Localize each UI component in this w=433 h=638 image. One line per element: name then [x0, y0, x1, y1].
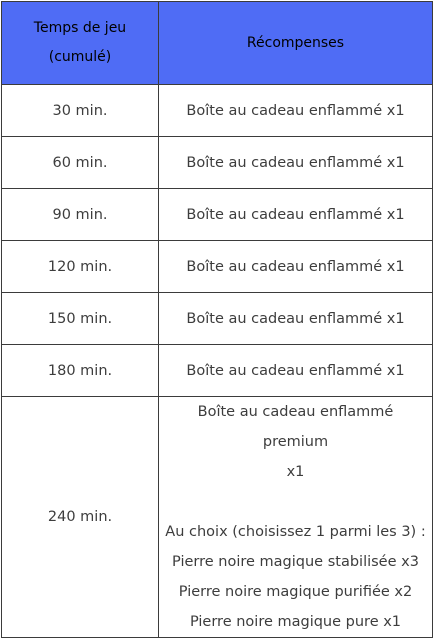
- table-row: [2, 189, 433, 241]
- time-cell: 90 min.: [2, 189, 159, 241]
- time-cell: 150 min.: [2, 293, 159, 345]
- choice-option-2: Pierre noire magique purifiée x2: [178, 584, 413, 600]
- reward-cell: Boîte au cadeau enflammé x1: [159, 85, 433, 137]
- table-row: [2, 241, 433, 293]
- time-cell: 60 min.: [2, 137, 159, 189]
- header-row: [2, 2, 433, 85]
- table-row: [2, 345, 433, 397]
- reward-cell: Boîte au cadeau enflammé x1: [159, 293, 433, 345]
- time-cell: 30 min.: [2, 85, 159, 137]
- reward-premium-line1: Boîte au cadeau enflammé premium: [197, 404, 394, 450]
- rewards-table: [1, 1, 433, 638]
- reward-cell: Boîte au cadeau enflammé x1: [159, 137, 433, 189]
- header-rewards: Récompenses: [159, 2, 433, 85]
- reward-premium-line2: x1: [286, 464, 305, 480]
- choice-intro: Au choix (choisissez 1 parmi les 3) :: [165, 524, 426, 540]
- reward-cell: Boîte au cadeau enflammé x1: [159, 189, 433, 241]
- spacer: [165, 487, 426, 517]
- header-time-line2: (cumulé): [48, 49, 112, 65]
- time-cell: 180 min.: [2, 345, 159, 397]
- choice-option-3: Pierre noire magique pure x1: [189, 614, 402, 630]
- time-cell: 120 min.: [2, 241, 159, 293]
- table-row: [2, 85, 433, 137]
- time-cell: 240 min.: [2, 397, 159, 638]
- table-row: [2, 293, 433, 345]
- header-time: [2, 2, 159, 85]
- table-row-last: [2, 397, 433, 638]
- reward-cell-multi: [159, 397, 433, 638]
- reward-cell: Boîte au cadeau enflammé x1: [159, 345, 433, 397]
- header-time-line1: Temps de jeu: [33, 20, 127, 36]
- reward-cell: Boîte au cadeau enflammé x1: [159, 241, 433, 293]
- choice-option-1: Pierre noire magique stabilisée x3: [172, 554, 419, 570]
- table-row: [2, 137, 433, 189]
